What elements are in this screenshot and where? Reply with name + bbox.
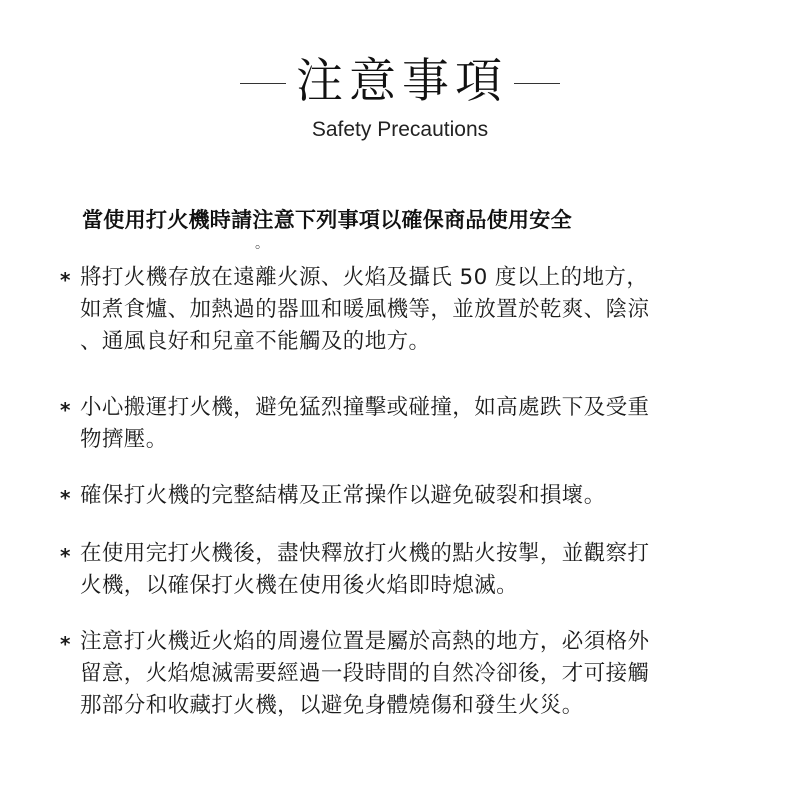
item-line: 物擠壓。 — [80, 427, 168, 452]
page-title: 注意事項 — [296, 54, 508, 109]
item-line: 注意打火機近火焰的周邊位置是屬於高熱的地方，必須格外 — [80, 629, 650, 654]
asterisk-bullet-icon: * — [60, 632, 71, 656]
asterisk-bullet-icon: * — [60, 398, 71, 422]
precaution-item — [58, 262, 649, 358]
intro-trailing-period: 。 — [255, 236, 269, 252]
asterisk-bullet-icon: * — [60, 486, 71, 510]
item-line: 留意，火焰熄滅需要經過一段時間的自然冷卻後，才可接觸 — [80, 661, 650, 686]
item-line: 、通風良好和兒童不能觸及的地方。 — [80, 329, 431, 354]
item-line: 在使用完打火機後，盡快釋放打火機的點火按掣，並觀察打 — [80, 541, 650, 566]
item-line: 如煮食爐、加熱過的器皿和暖風機等，並放置於乾爽、陰涼 — [80, 297, 650, 322]
item-line: 小心搬運打火機，避免猛烈撞擊或碰撞，如高處跌下及受重 — [80, 395, 650, 420]
item-line: 確保打火機的完整結構及正常操作以避免破裂和損壞。 — [80, 483, 606, 508]
precaution-item — [58, 538, 649, 602]
page-subtitle: Safety Precautions — [311, 118, 489, 141]
asterisk-bullet-icon: * — [60, 268, 71, 292]
item-line: 將打火機存放在遠離火源、火焰及攝氏 50 度以上的地方， — [80, 265, 649, 290]
precaution-item — [58, 392, 649, 456]
title-row — [0, 52, 800, 112]
item-line: 火機，以確保打火機在使用後火焰即時熄滅。 — [80, 573, 519, 598]
item-line: 那部分和收藏打火機，以避免身體燒傷和發生火災。 — [80, 693, 584, 718]
precaution-item — [58, 626, 649, 722]
intro-heading: 當使用打火機時請注意下列事項以確保商品使用安全 — [82, 208, 572, 232]
title-rule-right — [514, 83, 560, 84]
title-rule-left — [240, 83, 286, 84]
asterisk-bullet-icon: * — [60, 544, 71, 568]
precaution-item — [58, 480, 606, 512]
